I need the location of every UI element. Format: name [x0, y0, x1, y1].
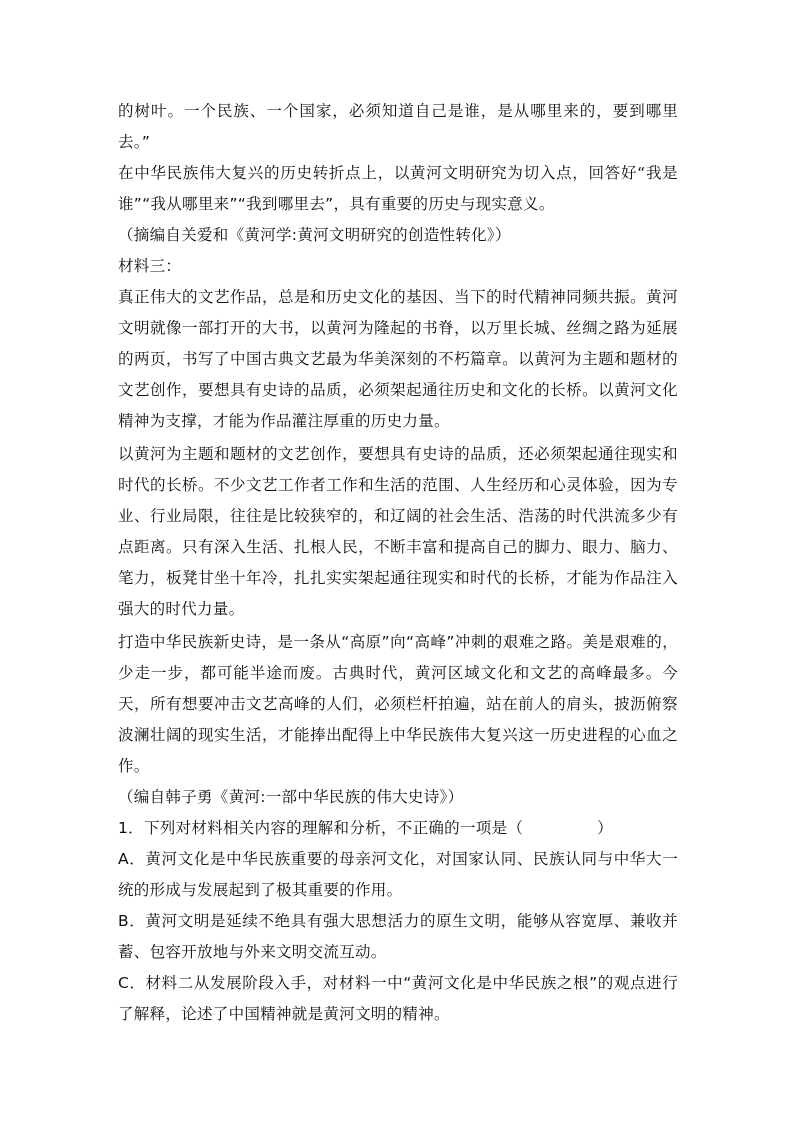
question-stem — [118, 813, 678, 844]
option-c: C．材料二从发展阶段入手，对材料一中“黄河文化是中华民族之根”的观点进行了解释，论述了中国精神就是黄河文明的精神。 — [118, 974, 678, 1023]
paragraph-continuation: 的树叶。一个民族、一个国家，必须知道自己是谁，是从哪里来的，要到哪里去。” — [118, 102, 678, 151]
question-stem-text: 1．下列对材料相关内容的理解和分析，不正确的一项是（ — [118, 819, 524, 837]
paragraph-historical-significance: 在中华民族伟大复兴的历史转折点上，以黄河文明研究为切入点，回答好“我是谁”“我从哪里来”“我到哪里去”，具有重要的历史与现实意义。 — [118, 164, 678, 213]
paragraph-great-works: 真正伟大的文艺作品，总是和历史文化的基因、当下的时代精神同频共振。黄河文明就像一部打开的大书，以黄河为隆起的书脊，以万里长城、丝绸之路为延展的两页，书写了中国古典文艺最为华美深刻的不朽篇章。以黄河为主题和题材的文艺创作，要想具有史诗的品质，必须架起通往历史和文化的长桥。以黄河文化精神为支撑，才能为作品灌注厚重的历史力量。 — [118, 288, 678, 430]
option-b: B．黄河文明是延续不绝具有强大思想活力的原生文明，能够从容宽厚、兼收并蓄、包容开放地与外来文明交流互动。 — [118, 912, 678, 961]
paragraph-new-epic: 打造中华民族新史诗，是一条从“高原”向“高峰”冲刺的艰难之路。美是艰难的，少走一步，都可能半途而废。古典时代，黄河区域文化和文艺的高峰最多。今天，所有想要冲击文艺高峰的人们，必须栏杆拍遍，站在前人的肩头，披沥俯察波澜壮阔的现实生活，才能捧出配得上中华民族伟大复兴这一历史进程的心血之作。 — [118, 633, 678, 775]
option-a: A．黄河文化是中华民族重要的母亲河文化，对国家认同、民族认同与中华大一统的形成与发展起到了极其重要的作用。 — [118, 850, 678, 899]
citation-material-three: （编自韩子勇《黄河:一部中华民族的伟大史诗》） — [118, 788, 464, 806]
question-stem-close: ） — [597, 819, 613, 837]
paragraph-bridge-to-reality: 以黄河为主题和题材的文艺创作，要想具有史诗的品质，还必须架起通往现实和时代的长桥。不少文艺工作者工作和生活的范围、人生经历和心灵体验，因为专业、行业局限，往往是比较狭窄的，和辽阔的社会生活、浩荡的时代洪流多少有点距离。只有深入生活、扎根人民，不断丰富和提高自己的脚力、眼力、脑力、笔力，板凳甘坐十年冷，扎扎实实架起通往现实和时代的长桥，才能为作品注入强大的时代力量。 — [118, 445, 678, 618]
material-three-heading: 材料三： — [118, 257, 182, 275]
document-body — [118, 96, 678, 1030]
citation-material-two: （摘编自关爱和《黄河学:黄河文明研究的创造性转化》） — [118, 226, 511, 244]
